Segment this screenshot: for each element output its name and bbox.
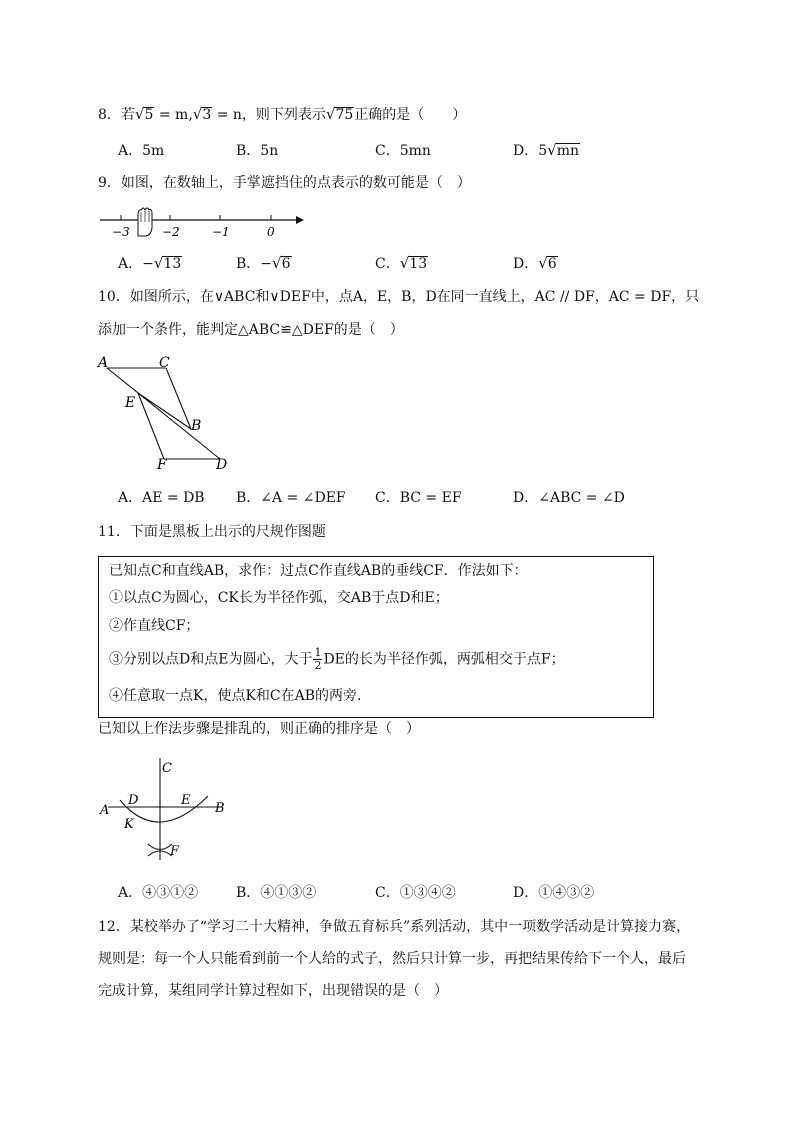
question-11-options <box>118 882 678 902</box>
option-c[interactable]: C．√13 <box>375 254 428 272</box>
option-a[interactable]: A．④③①② <box>118 885 199 901</box>
question-9: 9．如图，在数轴上，手掌遮挡住的点表示的数可能是（ ） <box>98 175 471 191</box>
fraction-one-half: $\frac{1}{2}$ <box>314 646 322 672</box>
option-d[interactable]: D．∠ABC = ∠D <box>513 490 625 506</box>
tick-label-neg2: −2 <box>162 225 180 239</box>
option-c[interactable]: C．5mn <box>375 143 431 159</box>
option-b[interactable]: B．5n <box>236 143 279 159</box>
box-line-4: ③分别以点D和点E为圆心，大于 $\frac{1}{2}$ DE的长为半径作弧，两弧相交于点F； <box>109 646 565 672</box>
label-k: K <box>124 817 134 832</box>
hand-icon <box>138 208 152 236</box>
option-b[interactable]: B．④①③② <box>236 885 317 901</box>
sqrt-75: 75 <box>335 107 354 123</box>
option-c[interactable]: C．①③④② <box>375 885 456 901</box>
tick-label-neg3: −3 <box>112 225 130 239</box>
label-c: C <box>159 355 170 371</box>
sqrt-5: 5 <box>144 107 154 123</box>
number-line-figure <box>96 202 306 242</box>
option-d[interactable]: D．①④③② <box>513 885 595 901</box>
box-line-5: ④任意取一点K，使点K和C在AB的两旁. <box>109 688 362 704</box>
triangle-figure <box>96 352 246 474</box>
question-8-options <box>118 140 678 160</box>
construction-figure <box>96 752 236 864</box>
question-11: 11．下面是黑板上出示的尺规作图题 <box>98 524 326 540</box>
box-line-3: ②作直线CF； <box>109 618 200 634</box>
option-b[interactable]: B．∠A = ∠DEF <box>236 490 346 506</box>
question-11-prompt: 已知以上作法步骤是排乱的，则正确的排序是（ ） <box>98 721 420 737</box>
label-f: F <box>170 844 180 859</box>
box-line-2: ①以点C为圆心，CK长为半径作弧，交AB于点D和E； <box>109 590 449 606</box>
question-12-line-2: 规则是：每一个人只能看到前一个人给的式子，然后只计算一步，再把结果传给下一个人，最后 <box>98 951 686 967</box>
option-a[interactable]: A．5m <box>118 143 165 159</box>
label-e: E <box>181 793 191 808</box>
option-d[interactable]: D．√6 <box>513 254 557 272</box>
option-a[interactable]: A．AE = DB <box>118 490 205 506</box>
construction-steps-box <box>98 556 654 718</box>
label-c: C <box>162 761 172 776</box>
tick-label-0: 0 <box>267 225 275 239</box>
sqrt-3: 3 <box>202 107 212 123</box>
question-9-options <box>118 253 678 273</box>
label-b: B <box>191 418 202 434</box>
question-10-options <box>118 487 678 507</box>
tick-label-neg1: −1 <box>212 225 230 239</box>
question-12-line-1: 12．某校举办了“学习二十大精神，争做五育标兵”系列活动，其中一项数学活动是计算接力赛， <box>98 919 691 935</box>
option-d[interactable]: D．5√mn <box>513 141 579 159</box>
label-b: B <box>215 801 225 816</box>
label-d: D <box>216 457 228 473</box>
box-line-1: 已知点C和直线AB，求作：过点C作直线AB的垂线CF．作法如下： <box>109 563 528 579</box>
label-a: A <box>100 803 110 818</box>
label-e: E <box>125 395 136 411</box>
question-10-line-1: 10．如图所示，在∨ABC和∨DEF中，点A，E，B，D在同一直线上，AC // DF，AC = DF，只 <box>98 289 700 305</box>
label-d: D <box>128 793 139 808</box>
option-c[interactable]: C．BC = EF <box>375 490 462 506</box>
question-10-line-2: 添加一个条件，能判定△ABC≌△DEF的是（ ） <box>98 322 404 338</box>
label-a: A <box>98 355 109 371</box>
label-f: F <box>157 457 167 473</box>
option-b[interactable]: B．−√6 <box>236 254 291 272</box>
question-8: 8．若√5 = m,√3 = n，则下列表示√75正确的是（ ） <box>98 105 467 123</box>
option-a[interactable]: A．−√13 <box>118 254 182 272</box>
question-12-line-3: 完成计算，某组同学计算过程如下，出现错误的是（ ） <box>98 983 448 999</box>
